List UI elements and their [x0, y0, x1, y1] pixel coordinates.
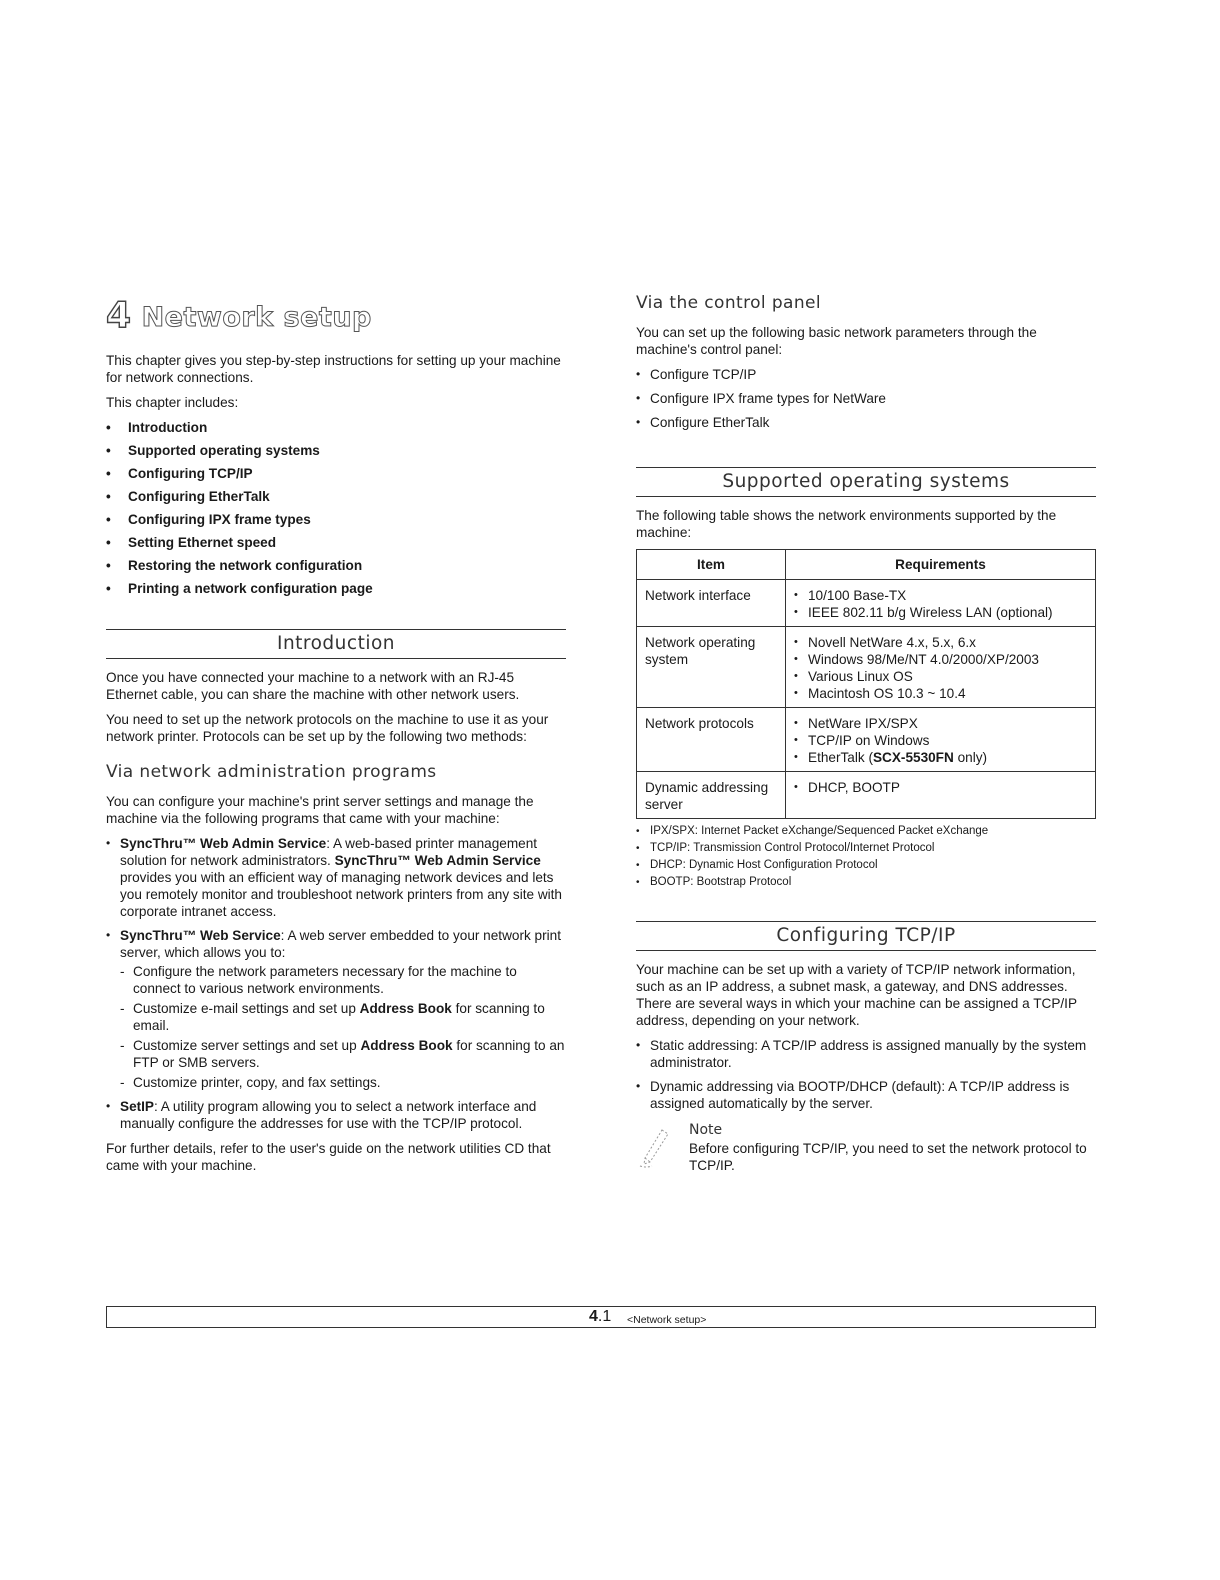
- admin-programs-p1: You can configure your machine's print server settings and manage the machine via the following programs that came with your machine:: [106, 794, 534, 826]
- tcpip-heading: Configuring TCP/IP: [636, 921, 1096, 951]
- list-item: • Dynamic addressing via BOOTP/DHCP (default): A TCP/IP address is assigned automatically by the server.: [636, 1078, 1096, 1112]
- supported-p: The following table shows the network environments supported by the machine:: [636, 508, 1057, 540]
- toc-item[interactable]: • Configuring EtherTalk: [106, 488, 566, 505]
- sub-item: - Customize printer, copy, and fax settings.: [120, 1074, 566, 1091]
- program-desc: : A utility program allowing you to select a network interface and manually configure the addresses for use with the TCP/IP protocol.: [120, 1099, 537, 1131]
- requirement: [794, 749, 1087, 766]
- toc-item[interactable]: • Restoring the network configuration: [106, 557, 566, 574]
- row-item: Network protocols: [637, 708, 786, 772]
- sub-item: [120, 1037, 566, 1071]
- admin-programs-list: [106, 835, 566, 1132]
- includes-label: This chapter includes:: [106, 395, 239, 410]
- requirement: • 10/100 Base-TX: [794, 587, 1087, 604]
- admin-programs-heading: Via network administration programs: [106, 762, 437, 782]
- abbreviation: • BOOTP: Bootstrap Protocol: [636, 874, 1096, 891]
- abbreviation: • TCP/IP: Transmission Control Protocol/Internet Protocol: [636, 840, 1096, 857]
- toc-item[interactable]: • Supported operating systems: [106, 442, 566, 459]
- abbreviation: • IPX/SPX: Internet Packet eXchange/Sequenced Packet eXchange: [636, 823, 1096, 840]
- control-panel-list: [636, 366, 1096, 431]
- program-name: SyncThru™ Web Admin Service: [334, 853, 541, 868]
- row-item: Dynamic addressing server: [637, 772, 786, 819]
- web-service-sublist: [120, 963, 566, 1091]
- requirement: • Novell NetWare 4.x, 5.x, 6.x: [794, 634, 1087, 651]
- list-item: • Configure TCP/IP: [636, 366, 1096, 383]
- sub-item: [120, 1000, 566, 1034]
- page-number: [589, 1308, 611, 1325]
- program-name: SyncThru™ Web Admin Service: [120, 836, 327, 851]
- program-name: SetIP: [120, 1099, 154, 1114]
- table-row: [637, 580, 1096, 627]
- list-item: • Configure IPX frame types for NetWare: [636, 390, 1096, 407]
- admin-programs-final: For further details, refer to the user's guide on the network utilities CD that came with your machine.: [106, 1141, 551, 1173]
- row-requirements: [786, 772, 1096, 819]
- table-row: [637, 627, 1096, 708]
- requirement: • DHCP, BOOTP: [794, 779, 1087, 796]
- requirement-text: EtherTalk (: [808, 750, 873, 765]
- abbreviation: • DHCP: Dynamic Host Configuration Protocol: [636, 857, 1096, 874]
- program-name: SyncThru™ Web Service: [120, 928, 281, 943]
- introduction-p2: You need to set up the network protocols on the machine to use it as your network printer. Protocols can be set up by the following two methods:: [106, 712, 549, 744]
- footer-chapter-ref: <Network setup>: [627, 1314, 707, 1326]
- col-header-item: Item: [637, 550, 786, 580]
- chapter-title: [106, 295, 566, 336]
- table-row: [637, 772, 1096, 819]
- toc-item[interactable]: • Configuring IPX frame types: [106, 511, 566, 528]
- program-desc: : A web-based printer management solution for network administrators.: [120, 836, 538, 868]
- toc-item[interactable]: • Setting Ethernet speed: [106, 534, 566, 551]
- requirement: • Windows 98/Me/NT 4.0/2000/XP/2003: [794, 651, 1087, 668]
- requirement: • Various Linux OS: [794, 668, 1087, 685]
- sub-item-text: for scanning to an FTP or SMB servers.: [133, 1038, 565, 1070]
- program-desc: : A web server embedded to your network print server, which allows you to:: [120, 928, 562, 960]
- note-title: Note: [689, 1122, 723, 1138]
- sub-item-text: Customize e-mail settings and set up: [133, 1001, 360, 1016]
- tcpip-p: Your machine can be set up with a variety of TCP/IP network information, such as an IP address, a subnet mask, a gateway, and DNS addresses. There are several ways in which your machine can be assigned a TCP/IP address, depending on your network.: [636, 962, 1077, 1028]
- requirement: • IEEE 802.11 b/g Wireless LAN (optional): [794, 604, 1087, 621]
- page-major: 4: [589, 1308, 598, 1325]
- sub-item-bold: Address Book: [359, 1001, 452, 1016]
- control-panel-p: You can set up the following basic network parameters through the machine's control panel:: [636, 325, 1037, 357]
- sub-item-bold: Address Book: [360, 1038, 453, 1053]
- note-text: Before configuring TCP/IP, you need to set the network protocol to TCP/IP.: [689, 1141, 1087, 1173]
- toc-item[interactable]: • Configuring TCP/IP: [106, 465, 566, 482]
- sub-item-text: for scanning to email.: [133, 1001, 545, 1033]
- toc-item[interactable]: • Printing a network configuration page: [106, 580, 566, 597]
- list-item: • Configure EtherTalk: [636, 414, 1096, 431]
- control-panel-heading: Via the control panel: [636, 293, 821, 313]
- model-name: SCX-5530FN: [872, 750, 954, 765]
- row-requirements: [786, 708, 1096, 772]
- row-requirements: [786, 627, 1096, 708]
- row-item: Network operating system: [637, 627, 786, 708]
- introduction-heading: Introduction: [106, 629, 566, 659]
- program-desc: provides you with an efficient way of managing network devices and lets you remotely monitor and troubleshoot network printers from any site with corporate intranet access.: [120, 870, 562, 919]
- sub-item-text: Customize server settings and set up: [133, 1038, 361, 1053]
- list-item: [106, 835, 566, 920]
- list-item: [106, 927, 566, 1091]
- requirement: • NetWare IPX/SPX: [794, 715, 1087, 732]
- page-minor: .1: [597, 1308, 612, 1325]
- requirement: • TCP/IP on Windows: [794, 732, 1087, 749]
- supported-heading: Supported operating systems: [636, 467, 1096, 497]
- chapter-intro: This chapter gives you step-by-step instructions for setting up your machine for network connections.: [106, 353, 561, 385]
- chapter-toc: [106, 419, 566, 597]
- note-pencil-icon: [636, 1126, 674, 1170]
- chapter-number: 4: [106, 295, 132, 336]
- list-item: • Static addressing: A TCP/IP address is assigned manually by the system administrator.: [636, 1037, 1096, 1071]
- right-column: [636, 292, 1096, 1174]
- requirement: • Macintosh OS 10.3 ~ 10.4: [794, 685, 1087, 702]
- toc-item[interactable]: • Introduction: [106, 419, 566, 436]
- tcpip-list: [636, 1037, 1096, 1112]
- sub-item: - Configure the network parameters necessary for the machine to connect to various network environments.: [120, 963, 566, 997]
- note-box: [636, 1122, 1096, 1174]
- table-header-row: [637, 550, 1096, 580]
- table-row: [637, 708, 1096, 772]
- row-requirements: [786, 580, 1096, 627]
- chapter-title-text: Network setup: [141, 302, 372, 333]
- introduction-p1: Once you have connected your machine to a network with an RJ-45 Ethernet cable, you can share the machine with other network users.: [106, 670, 520, 702]
- col-header-requirements: Requirements: [786, 550, 1096, 580]
- requirement-text: only): [953, 750, 988, 765]
- page-footer: [106, 1306, 1096, 1328]
- left-column: [106, 292, 566, 1182]
- list-item: [106, 1098, 566, 1132]
- requirements-table: [636, 549, 1096, 819]
- abbreviation-list: [636, 823, 1096, 891]
- row-item: Network interface: [637, 580, 786, 627]
